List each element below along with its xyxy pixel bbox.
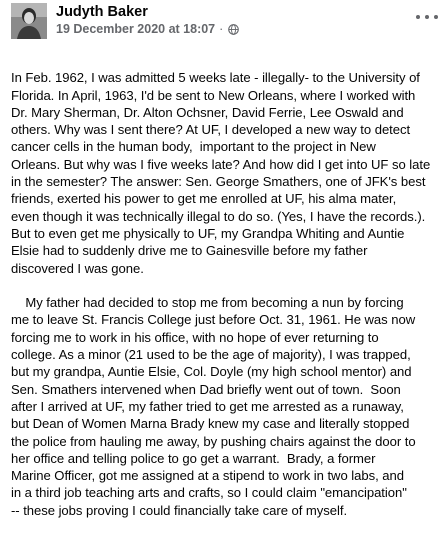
- post-text-line: after I arrived at UF, my father tried to get me arrested as a runaway,: [11, 398, 404, 414]
- post-text-line: in the semester? The answer: Sen. George Smathers, one of JFK's best: [11, 174, 426, 190]
- post-author[interactable]: Judyth Baker: [56, 4, 148, 20]
- post-text-line: Dr. Mary Sherman, Dr. Alton Ochsner, David Ferrie, Lee Oswald and: [11, 104, 404, 120]
- post-text-line: her office and telling police to go get a warrant. Brady, a former: [11, 450, 376, 466]
- post-text-line: My father had decided to stop me from becoming a nun by forcing: [11, 295, 404, 311]
- post-text-line: the police from hauling me away, by pushing chairs against the door to: [11, 433, 416, 449]
- post-text-line: in a third job teaching arts and crafts, so I could claim "emancipation": [11, 485, 407, 501]
- globe-icon[interactable]: [228, 24, 239, 35]
- post-text-line: forcing me to work in his office, with no hope of ever returning to: [11, 329, 379, 345]
- post-text-line: cancer cells in the human body, important to the project in New: [11, 139, 376, 155]
- more-options-icon[interactable]: [416, 10, 438, 24]
- profile-photo-icon: [11, 3, 47, 39]
- post-text-line: In Feb. 1962, I was admitted 5 weeks late - illegally- to the University of: [11, 70, 420, 86]
- post-text-line: Florida. In April, 1963, I'd be sent to New Orleans, where I worked with: [11, 87, 416, 103]
- avatar[interactable]: [11, 3, 47, 39]
- post-paragraph-2: [11, 294, 439, 519]
- post-text-line: Sen. Smathers intervened when Dad briefly went out of town. Soon: [11, 381, 401, 397]
- post-meta: [56, 22, 239, 36]
- post-paragraph-1: [11, 69, 439, 277]
- post-text-line: but Dean of Women Marna Brady knew my case and literally stopped: [11, 416, 410, 432]
- post-text-line: others. Why was I sent there? At UF, I developed a new way to detect: [11, 122, 411, 138]
- post-timestamp[interactable]: 19 December 2020 at 18:07: [56, 22, 216, 36]
- post-body: [11, 52, 439, 536]
- meta-separator: ·: [219, 22, 224, 36]
- post-text-line: Elsie had to suddenly drive me to Gainesville before my father: [11, 243, 368, 259]
- post-text-line: But to even get me physically to UF, my Grandpa Whiting and Auntie: [11, 225, 405, 241]
- post-text-line: me to leave St. Francis College just before Oct. 31, 1961. He was now: [11, 312, 416, 328]
- post-text-line: Orleans. But why was I five weeks late? And how did I get into UF so late: [11, 156, 431, 172]
- post-text-line: discovered I was gone.: [11, 260, 144, 276]
- post-text-line: -- these jobs proving I could financially take care of myself.: [11, 502, 348, 518]
- post-text-line: friends, exerted his power to get me enrolled at UF, his alma mater,: [11, 191, 397, 207]
- post-text-line: but my grandpa, Auntie Elsie, Col. Doyle (my high school mentor) and: [11, 364, 412, 380]
- post-text-line: college. As a minor (21 used to be the age of majority), I was trapped,: [11, 347, 411, 363]
- post-text-line: even though it was technically illegal to do so. (Yes, I have the records.).: [11, 208, 426, 224]
- post-header: [0, 0, 448, 44]
- post-text-line: Marine Officer, got me assigned at a stipend to work in two labs, and: [11, 468, 404, 484]
